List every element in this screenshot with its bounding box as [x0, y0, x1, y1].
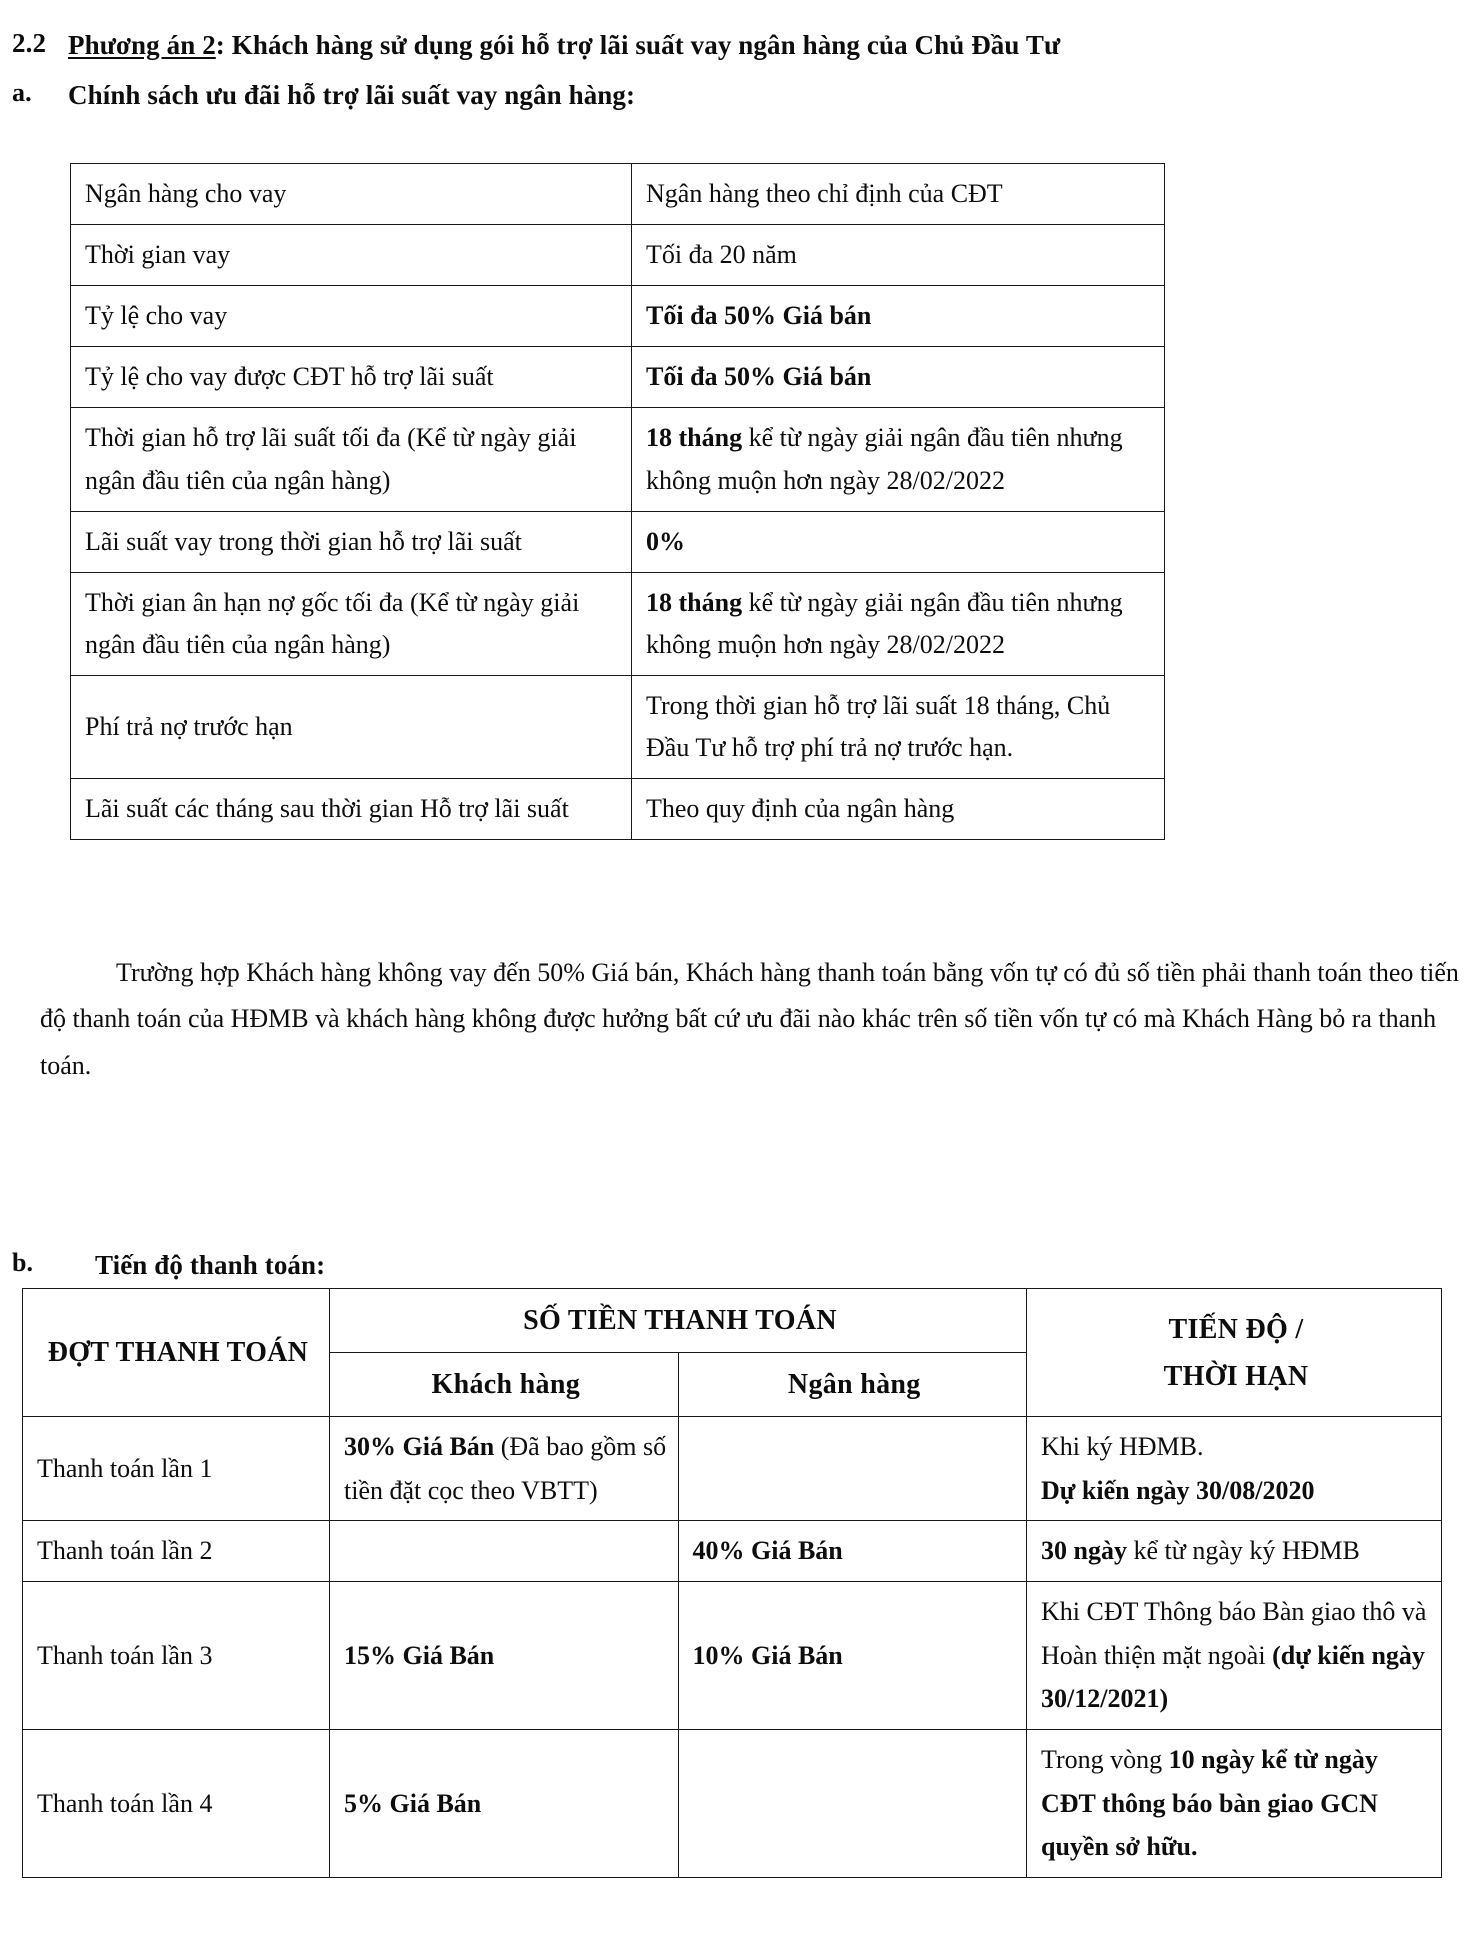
timeline-bold-text: Dự kiến ngày 30/08/2020 [1041, 1475, 1315, 1505]
header-phase: ĐỢT THANH TOÁN [23, 1289, 330, 1417]
bank-amount-bold: 10% Giá Bán [692, 1640, 843, 1670]
timeline-cell [1027, 1521, 1442, 1582]
bank-amount-cell [678, 1521, 1027, 1582]
loan-policy-label-text: Thời gian hỗ trợ lãi suất tối đa (Kể từ ngày giải ngân đầu tiên của ngân hàng) [85, 423, 577, 495]
timeline-plain-text: kể từ ngày ký HĐMB [1126, 1536, 1360, 1566]
customer-amount-cell [330, 1417, 679, 1521]
loan-policy-table [70, 163, 1165, 840]
header-amount-group: SỐ TIỀN THANH TOÁN [330, 1289, 1027, 1353]
section-heading-2-2 [0, 28, 1060, 63]
note-paragraph [40, 950, 1468, 1089]
timeline-bold-text: 30 ngày [1041, 1536, 1127, 1566]
phase-cell: Thanh toán lần 3 [23, 1582, 330, 1730]
table-row [71, 572, 1165, 675]
loan-policy-label: Tỷ lệ cho vay [71, 286, 632, 347]
loan-policy-label: Tỷ lệ cho vay được CĐT hỗ trợ lãi suất [71, 347, 632, 408]
phase-cell: Thanh toán lần 2 [23, 1521, 330, 1582]
table-row [71, 408, 1165, 511]
timeline-bold [1041, 1469, 1431, 1513]
timeline-bold-text: (dự kiến ngày 30/12/2021) [1041, 1640, 1425, 1714]
timeline-plain: Khi ký HĐMB. [1041, 1432, 1204, 1462]
subsection-b-text: Tiến độ thanh toán: [95, 1250, 326, 1280]
timeline-cell [1027, 1730, 1442, 1878]
customer-amount-cell [330, 1730, 679, 1878]
loan-policy-label: Thời gian vay [71, 225, 632, 286]
customer-amount-bold: 5% Giá Bán [344, 1788, 482, 1818]
table-row [71, 225, 1165, 286]
loan-policy-label [71, 572, 632, 675]
bank-amount-cell [678, 1582, 1027, 1730]
loan-policy-label: Lãi suất các tháng sau thời gian Hỗ trợ lãi suất [71, 779, 632, 840]
loan-policy-value-bold: Tối đa 50% Giá bán [646, 362, 872, 392]
loan-policy-value-bold: 0% [646, 526, 685, 556]
timeline-plain-text: Khi CĐT Thông báo Bàn giao thô và Hoàn thiện mặt ngoài [1041, 1597, 1427, 1670]
table-row [23, 1417, 1442, 1521]
loan-policy-value-bold: Tối đa 50% Giá bán [646, 301, 872, 331]
loan-policy-label: Ngân hàng cho vay [71, 164, 632, 225]
loan-policy-label: Lãi suất vay trong thời gian hỗ trợ lãi suất [71, 511, 632, 572]
loan-policy-label: Phí trả nợ trước hạn [71, 675, 632, 778]
loan-policy-value: Trong thời gian hỗ trợ lãi suất 18 tháng, Chủ Đầu Tư hỗ trợ phí trả nợ trước hạn. [632, 675, 1165, 778]
loan-policy-value [632, 511, 1165, 572]
table-row [71, 511, 1165, 572]
loan-policy-value-rest: kể từ ngày giải ngân đầu tiên nhưng không muộn hơn ngày 28/02/2022 [646, 423, 1123, 495]
timeline-cell [1027, 1582, 1442, 1730]
table-row [23, 1730, 1442, 1878]
bank-amount-bold: 40% Giá Bán [692, 1536, 843, 1566]
table-header-row [23, 1289, 1442, 1353]
customer-amount-rest: (Đã bao gồm số tiền đặt cọc theo VBTT) [344, 1432, 667, 1505]
subsection-a-label: a. [12, 78, 32, 107]
subsection-b-label: b. [12, 1248, 34, 1277]
loan-policy-value: Tối đa 20 năm [632, 225, 1165, 286]
timeline-plain-text: Trong vòng [1041, 1745, 1169, 1775]
loan-policy-value: Theo quy định của ngân hàng [632, 779, 1165, 840]
header-customer: Khách hàng [330, 1353, 679, 1417]
bank-amount-cell [678, 1730, 1027, 1878]
timeline-bold-text: 10 ngày kể từ ngày CĐT thông báo bàn giao GCN quyền sở hữu. [1041, 1745, 1378, 1862]
payment-schedule-table [22, 1288, 1442, 1878]
loan-policy-value [632, 408, 1165, 511]
phase-cell: Thanh toán lần 1 [23, 1417, 330, 1521]
section-number: 2.2 [12, 28, 47, 58]
section-heading-underlined: Phương án 2 [68, 30, 216, 60]
section-heading-text [68, 28, 1060, 63]
subsection-heading-b [0, 1248, 325, 1283]
timeline-cell [1027, 1417, 1442, 1521]
loan-policy-value-text [646, 423, 1123, 494]
loan-policy-value-bold: 18 tháng [646, 423, 743, 453]
header-timeline [1027, 1289, 1442, 1417]
header-bank: Ngân hàng [678, 1353, 1027, 1417]
note-paragraph-text: Trường hợp Khách hàng không vay đến 50% Giá bán, Khách hàng thanh toán bằng vốn tự có đủ số tiền phải thanh toán theo tiến độ thanh toán của HĐMB và khách hàng không được hưởng bất cứ ưu đãi nào khác trên số tiền vốn tự có mà Khách Hàng bỏ ra thanh toán. [40, 958, 1459, 1080]
loan-policy-value [632, 286, 1165, 347]
loan-policy-value-bold: 18 tháng [646, 587, 743, 617]
customer-amount-bold: 15% Giá Bán [344, 1640, 495, 1670]
phase-cell: Thanh toán lần 4 [23, 1730, 330, 1878]
header-timeline-line1: TIẾN ĐỘ / [1168, 1313, 1304, 1345]
customer-amount-bold: 30% Giá Bán [344, 1432, 495, 1462]
table-row [71, 675, 1165, 778]
customer-amount-cell [330, 1521, 679, 1582]
loan-policy-value-rest: kể từ ngày giải ngân đầu tiên nhưng không muộn hơn ngày 28/02/2022 [646, 587, 1123, 659]
loan-policy-label [71, 408, 632, 511]
table-row [71, 347, 1165, 408]
bank-amount-cell [678, 1417, 1027, 1521]
table-row [71, 164, 1165, 225]
header-timeline-line2: THỜI HẠN [1163, 1360, 1309, 1392]
subsection-a-text: Chính sách ưu đãi hỗ trợ lãi suất vay ngân hàng: [68, 80, 636, 110]
loan-policy-label-text: Thời gian ân hạn nợ gốc tối đa (Kể từ ngày giải ngân đầu tiên của ngân hàng) [85, 587, 580, 659]
table-row [71, 286, 1165, 347]
customer-amount-cell [330, 1582, 679, 1730]
loan-policy-value-text [646, 588, 1123, 659]
loan-policy-value: Ngân hàng theo chỉ định của CĐT [632, 164, 1165, 225]
table-row [23, 1582, 1442, 1730]
loan-policy-value [632, 347, 1165, 408]
loan-policy-value [632, 572, 1165, 675]
table-row [23, 1521, 1442, 1582]
subsection-heading-a [0, 78, 635, 113]
section-heading-rest: : Khách hàng sử dụng gói hỗ trợ lãi suất vay ngân hàng của Chủ Đầu Tư [215, 30, 1061, 60]
table-row [71, 779, 1165, 840]
